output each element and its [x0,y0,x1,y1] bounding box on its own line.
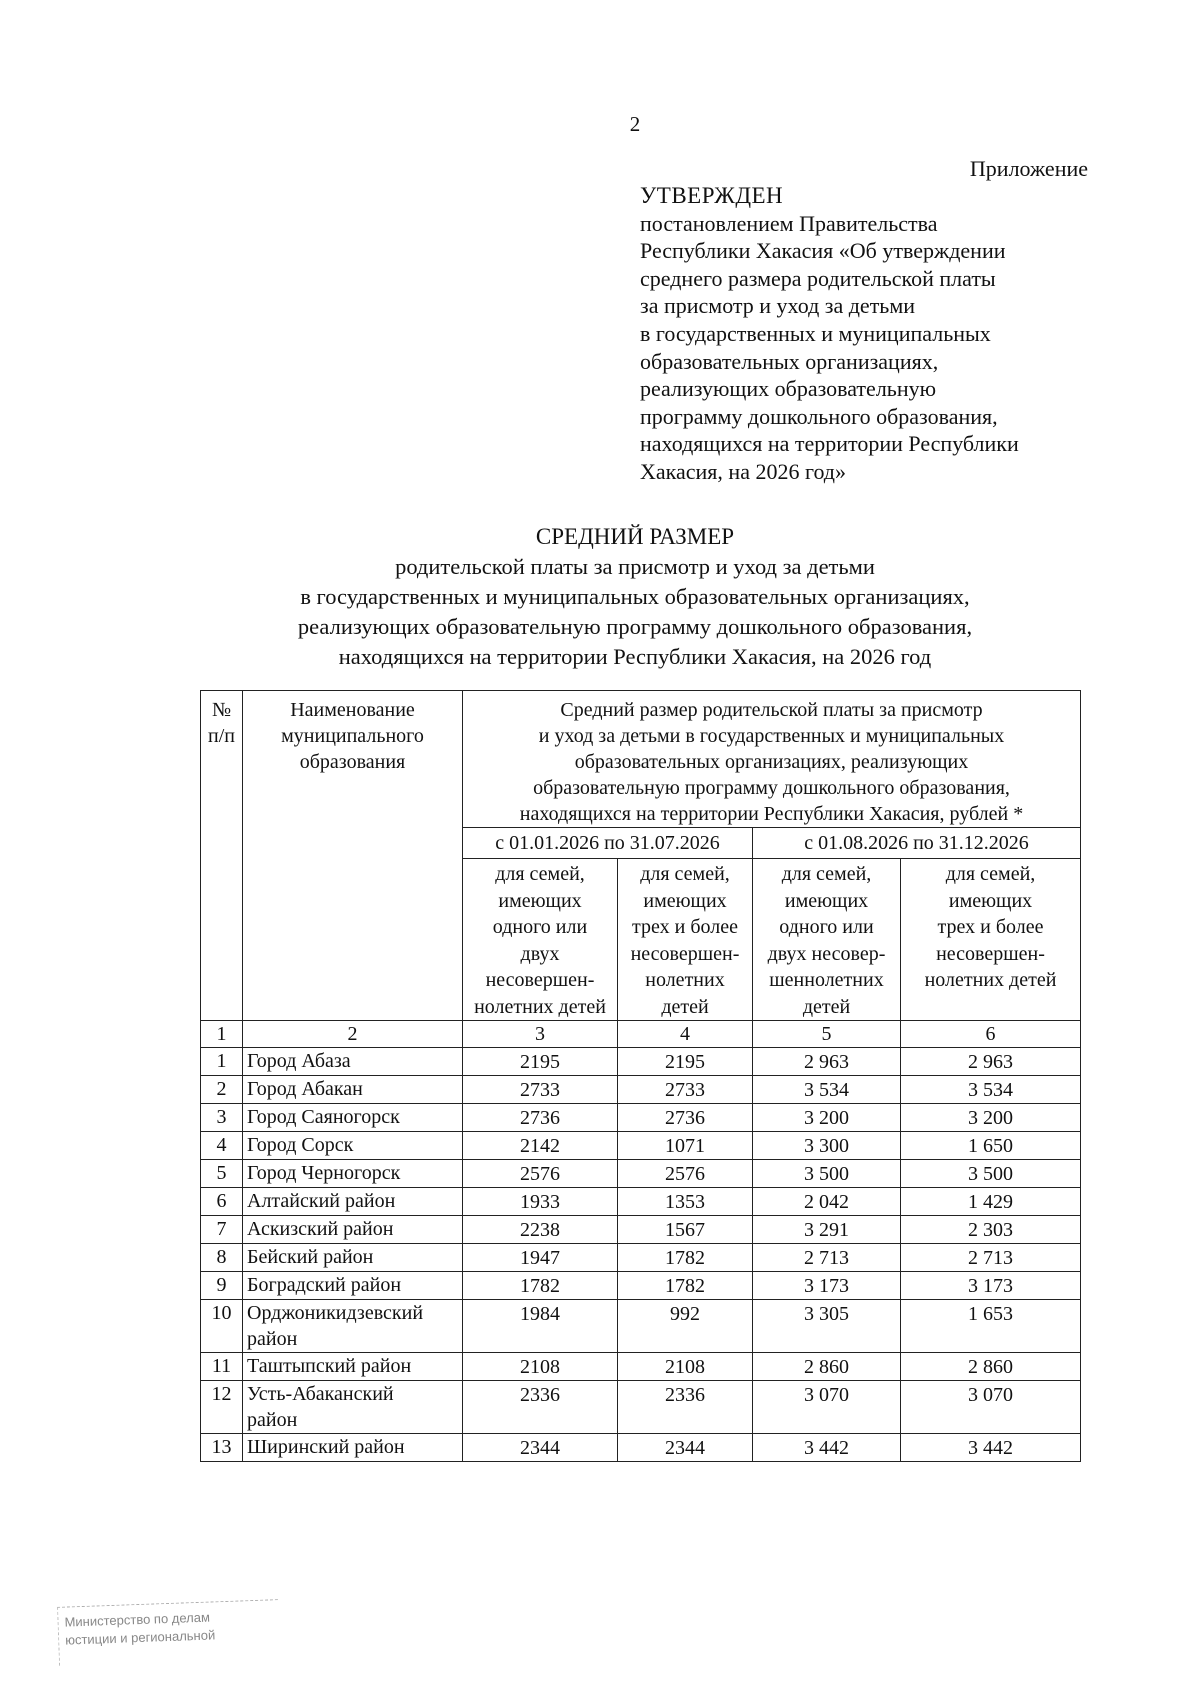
fee-value: 1984 [463,1300,618,1353]
column-number: 4 [618,1021,753,1048]
fee-value: 2 860 [753,1353,901,1381]
fee-value: 2344 [618,1434,753,1462]
stamp-line: Министерство по делам [64,1609,211,1630]
row-number: 7 [201,1216,243,1244]
municipality-name: Боградский район [243,1272,463,1300]
table-row [201,1048,1081,1076]
column-number-row [201,1021,1081,1048]
fee-value: 3 200 [901,1104,1081,1132]
municipality-name: Город Абаза [243,1048,463,1076]
row-number: 13 [201,1434,243,1462]
fee-value: 3 300 [753,1132,901,1160]
fee-value: 1782 [618,1272,753,1300]
title-line: реализующих образовательную программу дошкольного образования, [297,614,973,639]
row-number: 4 [201,1132,243,1160]
table-row [201,1381,1081,1434]
fee-value: 3 070 [753,1381,901,1434]
table-row [201,1216,1081,1244]
column-number: 6 [901,1021,1081,1048]
fee-value: 2 042 [753,1188,901,1216]
municipality-name: Усть-Абаканский район [243,1381,463,1434]
municipality-name: Бейский район [243,1244,463,1272]
fee-value: 3 291 [753,1216,901,1244]
table-row [201,1434,1081,1462]
table-row [201,1160,1081,1188]
fee-value: 2142 [463,1132,618,1160]
fee-value: 2 303 [901,1216,1081,1244]
subheader-cell: для семей, имеющих одного или двух несовершен- нолетних детей [463,859,618,1021]
title-line: находящихся на территории Республики Хакасия, на 2026 год [338,644,932,669]
fee-value: 3 173 [753,1272,901,1300]
fee-value: 1 653 [901,1300,1081,1353]
fee-value: 2733 [618,1076,753,1104]
approval-line: за присмотр и уход за детьми [640,293,916,319]
fee-value: 3 500 [901,1160,1081,1188]
fee-value: 2195 [463,1048,618,1076]
fee-value: 3 070 [901,1381,1081,1434]
fee-value: 1071 [618,1132,753,1160]
fee-value: 2108 [463,1353,618,1381]
municipality-name: Город Черногорск [243,1160,463,1188]
column-number: 5 [753,1021,901,1048]
fee-value: 1782 [618,1244,753,1272]
municipality-name: Аскизский район [243,1216,463,1244]
fee-value: 2 713 [753,1244,901,1272]
header-period-1: с 01.01.2026 по 31.07.2026 [463,828,753,859]
header-name: Наименование муниципального образования [243,691,463,1021]
header-num: № п/п [201,691,243,1021]
table-row [201,1076,1081,1104]
approval-line: Хакасия, на 2026 год» [640,458,847,484]
fee-value: 1933 [463,1188,618,1216]
municipality-name: Таштыпский район [243,1353,463,1381]
title-main: СРЕДНИЙ РАЗМЕР [535,524,735,549]
fee-table [200,690,1081,1462]
fee-value: 1 650 [901,1132,1081,1160]
fee-value: 2736 [618,1104,753,1132]
approval-line: реализующих образовательную [640,376,937,402]
fee-value: 2336 [463,1381,618,1434]
fee-value: 3 500 [753,1160,901,1188]
approval-line: Республики Хакасия «Об утверждении [640,238,1006,264]
title-line: в государственных и муниципальных образовательных организациях, [300,584,970,609]
approval-heading: УТВЕРЖДЕН [640,183,784,208]
fee-value: 3 534 [901,1076,1081,1104]
registration-stamp [57,1599,280,1666]
table-row [201,1188,1081,1216]
approval-line: образовательных организациях, [640,348,939,374]
fee-value: 3 200 [753,1104,901,1132]
fee-value: 2238 [463,1216,618,1244]
header-fee: Средний размер родительской платы за присмотр и уход за детьми в государственных и муниципальных образовательных организациях, реализующих образовательную программу дошкольного образования, находящихся на территории Республики Хакасия, рублей * [463,691,1081,828]
approval-line: среднего размера родительской платы [640,265,996,291]
municipality-name: Алтайский район [243,1188,463,1216]
stamp-line: юстиции и региональной [64,1627,216,1648]
fee-value: 2733 [463,1076,618,1104]
row-number: 11 [201,1353,243,1381]
row-number: 2 [201,1076,243,1104]
approval-line: программу дошкольного образования, [640,403,998,429]
fee-value: 2 713 [901,1244,1081,1272]
approval-line: постановлением Правительства [640,210,938,236]
municipality-name: Орджоникидзевский район [243,1300,463,1353]
document-title [200,522,1070,672]
header-period-2: с 01.08.2026 по 31.12.2026 [753,828,1081,859]
row-number: 10 [201,1300,243,1353]
fee-value: 2 963 [753,1048,901,1076]
fee-value: 3 305 [753,1300,901,1353]
row-number: 8 [201,1244,243,1272]
row-number: 5 [201,1160,243,1188]
fee-value: 2344 [463,1434,618,1462]
subheader-cell: для семей, имеющих трех и более несовершен- нолетних детей [618,859,753,1021]
row-number: 9 [201,1272,243,1300]
fee-value: 3 442 [753,1434,901,1462]
appendix-label: Приложение [969,156,1088,181]
table-row [201,1353,1081,1381]
row-number: 6 [201,1188,243,1216]
municipality-name: Город Саяногорск [243,1104,463,1132]
fee-value: 2195 [618,1048,753,1076]
municipality-name: Город Абакан [243,1076,463,1104]
table-row [201,1132,1081,1160]
row-number: 1 [201,1048,243,1076]
table-row [201,1104,1081,1132]
approval-block [640,182,1100,486]
fee-value: 2 963 [901,1048,1081,1076]
fee-value: 2576 [463,1160,618,1188]
fee-value: 3 173 [901,1272,1081,1300]
fee-value: 2108 [618,1353,753,1381]
title-line: родительской платы за присмотр и уход за детьми [395,554,875,579]
header-row [201,691,1081,828]
fee-value: 1947 [463,1244,618,1272]
fee-value: 1353 [618,1188,753,1216]
column-number: 2 [243,1021,463,1048]
table-row [201,1244,1081,1272]
column-number: 1 [201,1021,243,1048]
table-row [201,1300,1081,1353]
fee-value: 2576 [618,1160,753,1188]
fee-value: 3 442 [901,1434,1081,1462]
table-row [201,1272,1081,1300]
fee-value: 1 429 [901,1188,1081,1216]
page-number: 2 [629,112,641,136]
fee-value: 2736 [463,1104,618,1132]
fee-value: 2 860 [901,1353,1081,1381]
fee-value: 1567 [618,1216,753,1244]
subheader-cell: для семей, имеющих одного или двух несовер- шеннолетних детей [753,859,901,1021]
subheader-cell: для семей, имеющих трех и более несовершен- нолетних детей [901,859,1081,1021]
approval-line: находящихся на территории Республики [640,431,1019,457]
fee-value: 992 [618,1300,753,1353]
fee-value: 1782 [463,1272,618,1300]
fee-value: 2336 [618,1381,753,1434]
municipality-name: Ширинский район [243,1434,463,1462]
municipality-name: Город Сорск [243,1132,463,1160]
approval-line: в государственных и муниципальных [640,320,991,346]
column-number: 3 [463,1021,618,1048]
row-number: 3 [201,1104,243,1132]
fee-value: 3 534 [753,1076,901,1104]
row-number: 12 [201,1381,243,1434]
